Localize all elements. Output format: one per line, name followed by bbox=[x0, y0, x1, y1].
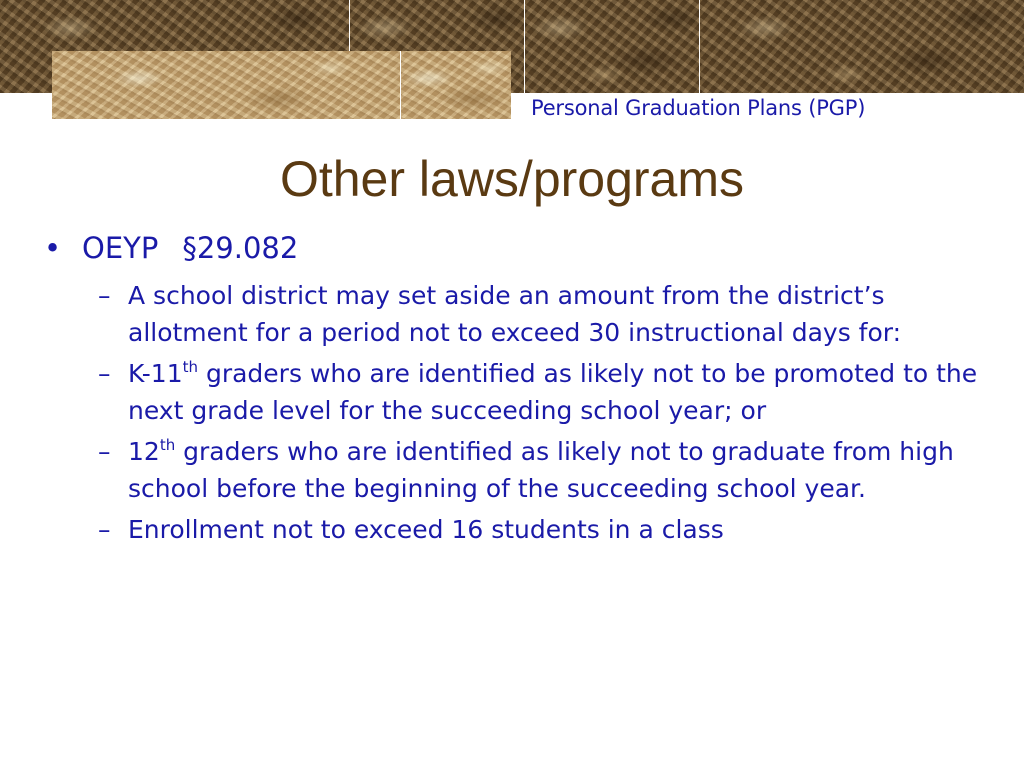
slide-title: Other laws/programs bbox=[279, 151, 745, 207]
sub-bullet-text bbox=[128, 355, 988, 429]
header-caption: Personal Graduation Plans (PGP) bbox=[531, 96, 866, 120]
sub-bullet-text: Enrollment not to exceed 16 students in a class bbox=[128, 515, 724, 544]
dash-marker: – bbox=[98, 281, 111, 310]
sub-bullet-rest: graders who are identified as likely not to graduate from high school before the beginning of the succeeding school year. bbox=[128, 437, 954, 503]
dash-marker: – bbox=[98, 437, 111, 466]
bullet-marker: • bbox=[44, 231, 62, 265]
sub-bullet bbox=[98, 511, 994, 548]
dash-marker: – bbox=[98, 359, 111, 388]
slide-content bbox=[44, 229, 994, 552]
sub-bullet bbox=[98, 355, 994, 429]
grade-number: 12 bbox=[128, 437, 160, 466]
sub-bullet-text: A school district may set aside an amount from the district’s allotment for a period not to exceed 30 instructional days for: bbox=[128, 281, 902, 347]
texture-tile bbox=[700, 0, 1024, 93]
section-reference: §29.082 bbox=[182, 231, 299, 265]
program-name: OEYP bbox=[82, 231, 159, 265]
paper-tile bbox=[401, 51, 511, 119]
sub-bullet bbox=[98, 277, 994, 351]
sub-bullet-rest: graders who are identified as likely not to be promoted to the next grade level for the succeeding school year; or bbox=[128, 359, 978, 425]
texture-tile bbox=[525, 0, 700, 93]
grade-range: K-11 bbox=[128, 359, 183, 388]
dash-marker: – bbox=[98, 515, 111, 544]
sub-bullet-text bbox=[128, 433, 988, 507]
ordinal-suffix: th bbox=[182, 358, 198, 376]
main-bullet-text bbox=[82, 229, 298, 267]
paper-texture-strip bbox=[52, 51, 511, 119]
sub-bullet bbox=[98, 433, 994, 507]
ordinal-suffix: th bbox=[159, 436, 176, 454]
main-bullet bbox=[44, 229, 994, 267]
paper-tile bbox=[52, 51, 401, 119]
